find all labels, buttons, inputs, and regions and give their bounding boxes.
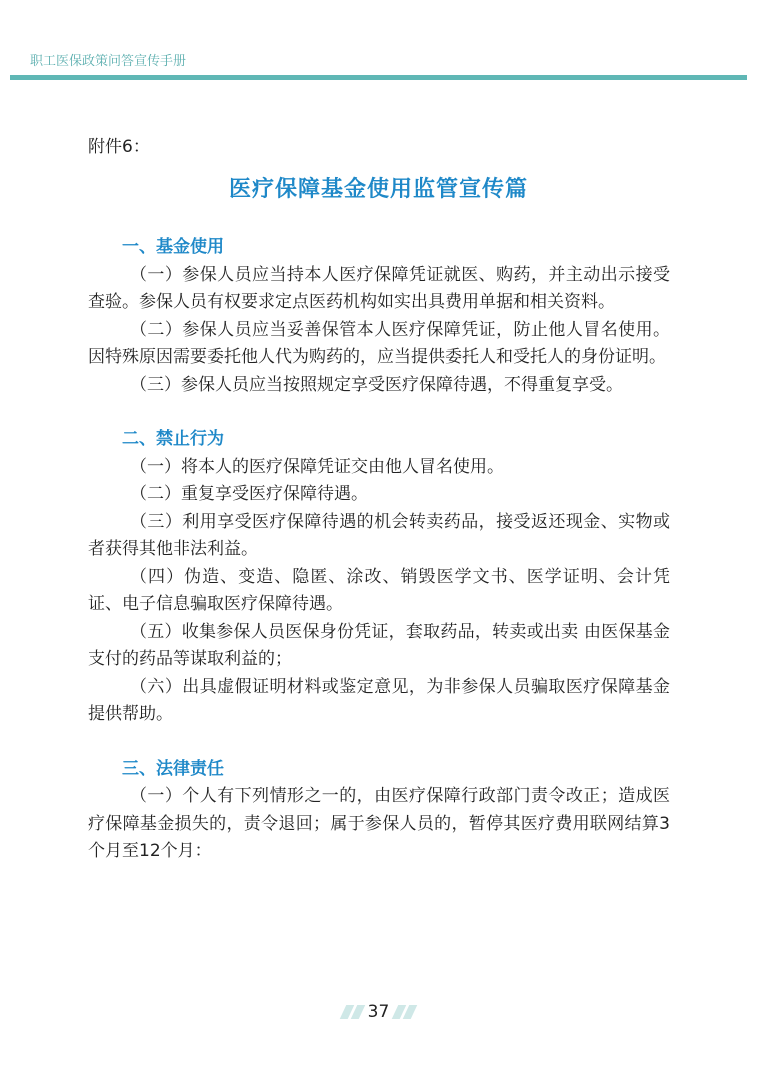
section-heading: 二、禁止行为 [122, 429, 224, 449]
page-title: 医疗保障基金使用监管宣传篇 [228, 177, 528, 202]
paragraph: （五）收集参保人员医保身份凭证，套取药品，转卖或出卖 由医保基金支付的药品等谋取利益的； [88, 621, 670, 669]
paragraph: （四）伪造、变造、隐匿、涂改、销毁医学文书、医学证明、会计凭证、电子信息骗取医疗保障待遇。 [88, 566, 670, 614]
paragraph: （一）将本人的医疗保障凭证交由他人冒名使用。 [130, 456, 504, 477]
paragraph: （一）个人有下列情形之一的，由医疗保障行政部门责令改正；造成医疗保障基金损失的，责令退回；属于参保人员的，暂停其医疗费用联网结算3个月至12个月： [88, 786, 670, 861]
document-body [88, 234, 670, 866]
section-fund-use [88, 234, 670, 399]
paragraph: （三）参保人员应当按照规定享受医疗保障待遇，不得重复享受。 [130, 374, 623, 395]
paragraph: （一）参保人员应当持本人医疗保障凭证就医、购药，并主动出示接受查验。参保人员有权要求定点医药机构如实出具费用单据和相关资料。 [88, 264, 670, 312]
footer-decoration-left [343, 1005, 362, 1019]
section-prohibited-acts [88, 426, 670, 729]
section-heading: 三、法律责任 [122, 758, 224, 779]
paragraph: （三）利用享受医疗保障待遇的机会转卖药品，接受返还现金、实物或者获得其他非法利益。 [88, 511, 670, 559]
paragraph: （二）重复享受医疗保障待遇。 [130, 484, 368, 504]
paragraph: （六）出具虚假证明材料或鉴定意见，为非参保人员骗取医疗保障基金提供帮助。 [88, 676, 670, 724]
attachment-label: 附件6： [88, 137, 150, 157]
header-divider [10, 75, 747, 80]
footer-decoration-right [395, 1005, 414, 1019]
paragraph: （二）参保人员应当妥善保管本人医疗保障凭证，防止他人冒名使用。因特殊原因需要委托他人代为购药的，应当提供委托人和受托人的身份证明。 [88, 319, 670, 367]
page-number: 37 [367, 1002, 390, 1022]
page-footer [0, 1002, 757, 1022]
running-header: 职工医保政策问答宣传手册 [30, 54, 187, 69]
section-heading: 一、基金使用 [122, 237, 224, 257]
section-legal-liability [88, 756, 670, 866]
